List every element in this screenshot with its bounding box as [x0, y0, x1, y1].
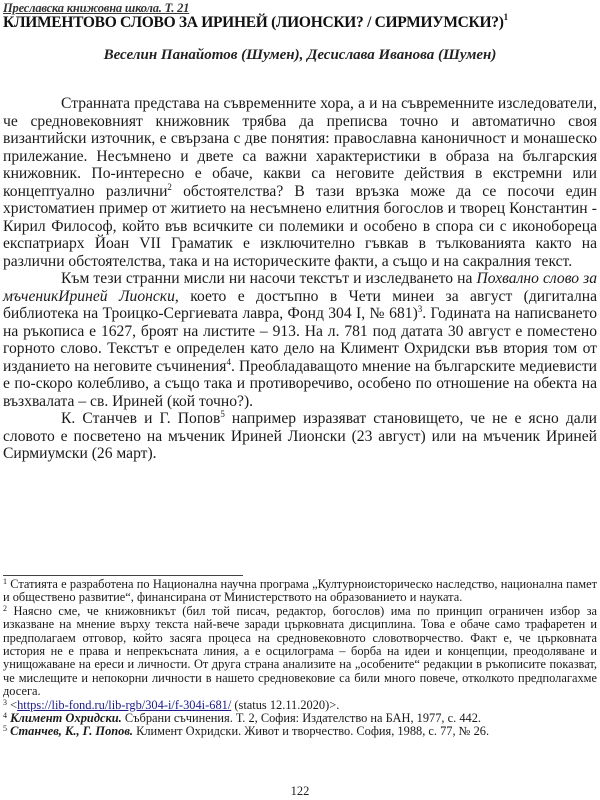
footnote-4 — [3, 712, 597, 725]
footnote-number: 4 — [3, 711, 7, 721]
source-link[interactable]: https://lib-fond.ru/lib-rgb/304-i/f-304i-681/ — [17, 697, 232, 712]
footnote-separator — [3, 575, 243, 576]
article-title — [3, 14, 600, 32]
paragraph-3-text-end: например изразяват становището, че не е ясно дали словото е посветено на мъченик Ириней Лионски (23 август) или на мъченик Ириней Сирмиумски (26 март). — [3, 410, 597, 462]
document-page — [3, 0, 597, 800]
footnote-ref-2[interactable]: 2 — [167, 181, 172, 192]
paragraph-2-text-mid: , което е достъпно в Чети минеи за август (дигитална библиотека на Троицко-Сергиевата лавра, Фонд 304 I, № 681) — [3, 287, 598, 322]
footnote-number: 3 — [3, 697, 7, 707]
footnote-number: 5 — [3, 724, 7, 734]
footnote-author: Климент Охридски. — [7, 711, 122, 726]
footnote-number: 1 — [3, 577, 7, 586]
authors-line: Веселин Панайотов (Шумен), Десислава Иванова (Шумен) — [103, 47, 497, 63]
footnote-2 — [3, 605, 597, 699]
article-body — [3, 95, 597, 463]
paragraph-2-text-end: . Преобладаващото мнение на българските медиевисти е по-скоро колебливо, а също така и противоречиво, особено по отношение на обекта на възхвалата – св. Ириней (кой точно?). — [3, 357, 598, 410]
footnote-5 — [3, 725, 597, 738]
footnote-3 — [3, 699, 597, 712]
paragraph-1-text: Странната представа на съвременните хора, а и на съвременните изследователи, че средновековният книжовник трябва да преписва точно и автоматично своя византийски източник, е свързана с две понятия: православна каноничност и монашеско прилежание. Несъмнено и двете са важни характеристики в образа на българския книжовник. По-интересно е обаче, какви са неговите действия в екстремни или концептуално различни — [3, 95, 597, 200]
work-title-italic: Похвално слово за мъченикИриней Лионски — [3, 270, 597, 305]
footnote-text: Наясно сме, че книжовникът (бил той писач, редактор, богослов) има по принцип ограничен избор за изказване на мнение върху текста най-вече заради църковната дисциплина. Това е обаче само трафаретен и предполагаем отговор, който засяга процеса на средновековното словотворчество. Факт е, че църковната история не е права и непрекъсната линия, а е осцилограма – борба на идеи и концепции, преодоляване и унищожаване на ереси и личности. От друга страна анализите на „особените“ редакции в ръкописите показват, че мислещите и непокорни личности в нашето средновековие са били много повече, отколкото предполагахме досега. — [3, 603, 597, 699]
footnote-text: Статията е разработена по Национална научна програма „Културноисторическо наследство, национална памет и обществено развитие“, финансирана от Министерството на образованието и науката. — [3, 577, 597, 605]
paragraph-3 — [3, 410, 597, 463]
footnote-ref-5[interactable]: 5 — [220, 409, 225, 419]
footnote-ref-3[interactable]: 3 — [417, 304, 423, 314]
page-number: 122 — [290, 784, 310, 798]
footnote-text: Събрани съчинения. Т. 2, София: Издателство на БАН, 1977, с. 442. — [121, 711, 482, 726]
paragraph-1-text-end: обстоятелства? В тази връзка може да се посочи един христоматиен пример от житието на несъмнено елитния богослов и творец Константин - Кирил Философ, който във всичките си полемики и особено в спора си с иконобореца експатриарх Йоан VII Граматик е изключително гъвкав в тълкованията както на различни обстоятелства, така и на историческите факти, а също и на сакралния текст. — [3, 182, 598, 270]
running-head: Преславска книжовна школа. Т. 21 — [3, 1, 190, 15]
footnote-text-end: (status 12.11.2020)>. — [231, 697, 340, 712]
footnote-text: < — [7, 697, 18, 712]
paragraph-2-text: Към тези странни мисли ни насочи текстът и изследването на — [61, 270, 477, 287]
footnote-ref-4[interactable]: 4 — [226, 356, 231, 367]
footnote-number: 2 — [3, 603, 7, 613]
footnote-text: Климент Охридски. Живот и творчество. София, 1988, с. 77, № 26. — [132, 724, 490, 739]
paragraph-2 — [3, 270, 597, 410]
footnote-1 — [3, 578, 597, 605]
paragraph-2-text-mid2: . Годината на написването на ръкописа е 1627, броят на листите – 913. На л. 781 под датата 30 август е поместено горното слово. Текстът е определен като дело на Климент Охридски във втория том от изданието на неговите съчинения — [3, 305, 598, 375]
footnotes — [3, 578, 597, 739]
footnote-ref-1[interactable]: 1 — [503, 12, 508, 22]
footnote-author: Станчев, К., Г. Попов. — [7, 724, 133, 739]
paragraph-1 — [3, 95, 597, 270]
paragraph-3-text: К. Станчев и Г. Попов — [61, 410, 221, 427]
title-text: КЛИМЕНТОВО СЛОВО ЗА ИРИНЕЙ (ЛИОНСКИ? / СИРМИУМСКИ?) — [3, 14, 504, 31]
